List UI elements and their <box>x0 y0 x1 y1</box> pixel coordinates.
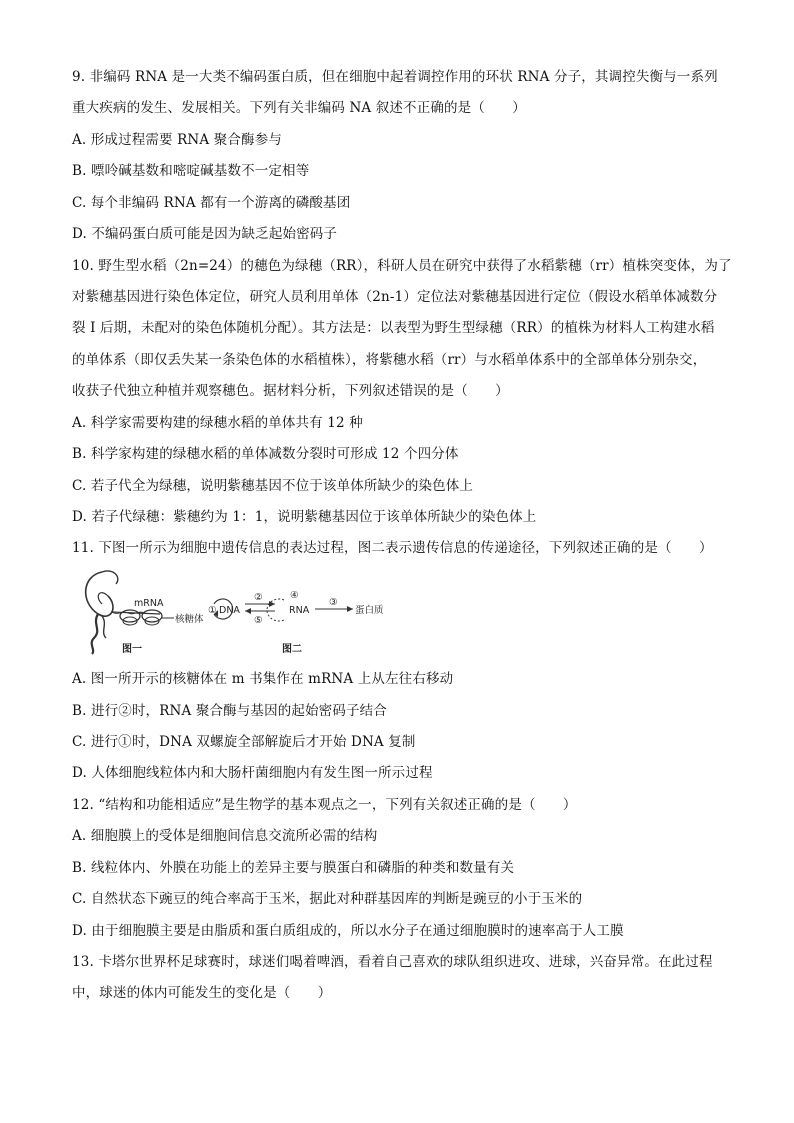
q9-option-a[interactable]: A. 形成过程需要 RNA 聚合酶参与 <box>72 132 282 148</box>
q11-figure <box>72 566 432 658</box>
q9-option-d[interactable]: D. 不编码蛋白质可能是因为缺乏起始密码子 <box>72 226 338 242</box>
q10-stem-line3: 裂 I 后期，未配对的染色体随机分配）。其方法是：以表型为野生型绿穗（RR）的植株为材料人工构建水稻 <box>72 320 715 336</box>
label-ribosome: 核糖体 <box>175 614 204 625</box>
gene-expression-diagram <box>72 566 432 658</box>
q10-stem-line5: 收获子代独立种植并观察穗色。据材料分析，下列叙述错误的是（ ） <box>72 383 509 399</box>
label-step2: ② <box>254 592 263 603</box>
label-mrna: mRNA <box>134 598 164 609</box>
q10-option-d[interactable]: D. 若子代绿穗：紫穗约为 1：1，说明紫穗基因位于该单体所缺少的染色体上 <box>72 509 537 525</box>
q9-option-c[interactable]: C. 每个非编码 RNA 都有一个游离的磷酸基团 <box>72 195 351 211</box>
label-step5: ⑤ <box>254 615 263 626</box>
caption-figure2: 图二 <box>282 644 302 655</box>
label-protein: 蛋白质 <box>355 605 384 616</box>
q9-stem-line2: 重大疾病的发生、发展相关。下列有关非编码 NA 叙述不正确的是（ ） <box>72 100 526 116</box>
label-step1: ① <box>208 605 217 616</box>
q12-option-d[interactable]: D. 由于细胞膜主要是由脂质和蛋白质组成的，所以水分子在通过细胞膜时的速率高于人工膜 <box>72 923 624 939</box>
q10-stem-line2: 对紫穗基因进行染色体定位，研究人员利用单体（2n-1）定位法对紫穗基因进行定位（假设水稻单体减数分 <box>72 289 718 305</box>
q11-option-d[interactable]: D. 人体细胞线粒体内和大肠杆菌细胞内有发生图一所示过程 <box>72 765 433 781</box>
q13-stem-line1: 13. 卡塔尔世界杯足球赛时，球迷们喝着啤酒，看着自己喜欢的球队组织进攻、进球，兴奋异常。在此过程 <box>72 954 713 970</box>
q13-stem-line2: 中，球迷的体内可能发生的变化是（ ） <box>72 985 332 1001</box>
q12-option-b[interactable]: B. 线粒体内、外膜在功能上的差异主要与膜蛋白和磷脂的种类和数量有关 <box>72 860 515 876</box>
figure1-transcription-translation <box>86 571 204 655</box>
q9-option-b[interactable]: B. 嘌呤碱基数和嘧啶碱基数不一定相等 <box>72 163 310 179</box>
q12-stem: 12. “结构和功能相适应”是生物学的基本观点之一，下列有关叙述正确的是（ ） <box>72 797 577 813</box>
q10-stem-line1: 10. 野生型水稻（2n=24）的穗色为绿穗（RR），科研人员在研究中获得了水稻紫穗（rr）植株突变体，为了 <box>72 258 732 274</box>
q11-option-c[interactable]: C. 进行①时，DNA 双螺旋全部解旋后才开始 DNA 复制 <box>72 734 416 750</box>
q10-option-b[interactable]: B. 科学家构建的绿穗水稻的单体减数分裂时可形成 12 个四分体 <box>72 446 459 462</box>
q11-stem: 11. 下图一所示为细胞中遗传信息的表达过程，图二表示遗传信息的传递途径，下列叙述正确的是（ ） <box>72 540 713 556</box>
q11-option-b[interactable]: B. 进行②时，RNA 聚合酶与基因的起始密码子结合 <box>72 703 387 719</box>
q9-stem-line1: 9. 非编码 RNA 是一大类不编码蛋白质，但在细胞中起着调控作用的环状 RNA 分子，其调控失衡与一系列 <box>72 69 718 85</box>
figure2-central-dogma <box>208 590 384 655</box>
q12-option-a[interactable]: A. 细胞膜上的受体是细胞间信息交流所必需的结构 <box>72 828 378 844</box>
q11-option-a[interactable]: A. 图一所开示的核糖体在 m 书集作在 mRNA 上从左往右移动 <box>72 671 454 687</box>
q10-option-c[interactable]: C. 若子代全为绿穗，说明紫穗基因不位于该单体所缺少的染色体上 <box>72 478 474 494</box>
caption-figure1: 图一 <box>122 644 142 655</box>
q10-stem-line4: 的单体系（即仅丢失某一条染色体的水稻植株），将紫穗水稻（rr）与水稻单体系中的全部单体分别杂交， <box>72 352 707 368</box>
label-dna: DNA <box>219 605 240 616</box>
q12-option-c[interactable]: C. 自然状态下豌豆的纯合率高于玉米，据此对种群基因库的判断是豌豆的小于玉米的 <box>72 891 583 907</box>
label-step3: ③ <box>329 597 338 608</box>
label-step4: ④ <box>290 590 299 601</box>
q10-option-a[interactable]: A. 科学家需要构建的绿穗水稻的单体共有 12 种 <box>72 415 363 431</box>
label-rna: RNA <box>289 605 310 616</box>
